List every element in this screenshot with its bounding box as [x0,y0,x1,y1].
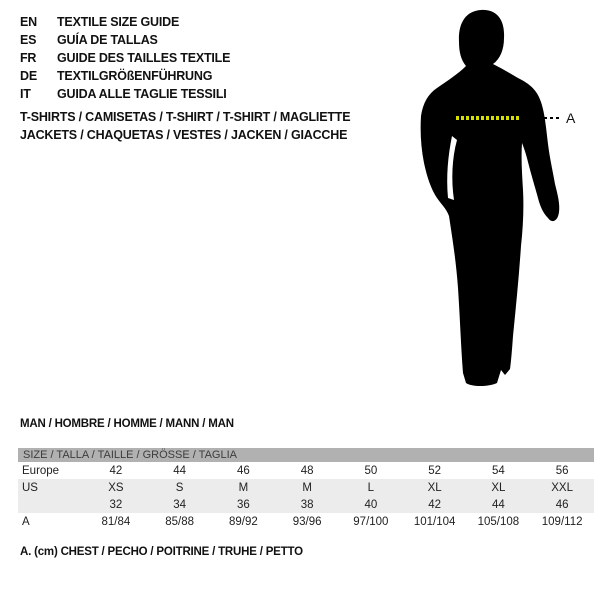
category-jackets: JACKETS / CHAQUETAS / VESTES / JACKEN / GIACCHE [20,128,348,142]
language-code: FR [20,51,37,65]
language-row-it [20,85,230,103]
size-cell: 54 [491,464,505,477]
size-cell: 34 [173,498,187,511]
measurement-footnote: A. (cm) CHEST / PECHO / POITRINE / TRUHE / PETTO [20,546,303,558]
size-cell: 56 [555,464,569,477]
language-title: GUÍA DE TALLAS [57,33,158,47]
language-title: GUIDE DES TAILLES TEXTILE [57,51,231,65]
size-table [18,448,594,531]
size-cell: XXL [551,481,573,494]
size-cell: 48 [300,464,314,477]
size-cell: 52 [428,464,442,477]
size-cell: 46 [555,498,569,511]
size-cell: 42 [428,498,442,511]
table-row-chest-cm [18,513,594,531]
language-title: GUIDA ALLE TAGLIE TESSILI [57,87,227,101]
language-code: IT [20,87,31,101]
size-cell: 44 [173,464,187,477]
language-row-fr [20,49,230,67]
language-code: DE [20,69,37,83]
language-row-es [20,31,230,49]
size-cell: 50 [364,464,378,477]
row-label: A [22,516,30,528]
size-cell: 97/100 [353,516,389,528]
size-cell: 109/112 [541,516,583,528]
language-title: TEXTILE SIZE GUIDE [57,15,180,29]
man-silhouette-body [421,10,560,386]
size-cell: 93/96 [292,516,322,528]
language-title-list [20,13,230,103]
language-row-de [20,67,230,85]
row-label: Europe [22,464,60,477]
garment-category-lines [20,108,350,144]
table-row-europe [18,462,594,479]
size-cell: 101/104 [413,516,456,528]
size-cell: XS [108,481,124,494]
table-row-uk-sizes [18,496,594,513]
size-cell: 36 [236,498,250,511]
size-cell: 32 [109,498,123,511]
size-cell: XL [427,481,442,494]
language-row-en [20,13,230,31]
measure-label-a: A [566,110,576,126]
size-cell: 85/88 [165,516,195,528]
row-label: US [22,481,38,494]
size-cell: 40 [364,498,378,511]
size-table-header: SIZE / TALLA / TAILLE / GRÖSSE / TAGLIA [18,448,594,462]
size-cell: 38 [300,498,314,511]
language-title: TEXTILGRÖßENFÜHRUNG [57,69,213,83]
size-cell: 89/92 [228,516,258,528]
size-cell: 44 [491,498,505,511]
man-silhouette [395,0,600,400]
table-row-us [18,479,594,496]
size-cell: S [175,481,184,494]
language-code: ES [20,33,37,47]
size-cell: 81/84 [101,516,131,528]
size-cell: 42 [109,464,123,477]
size-cell: L [367,481,375,494]
size-cell: 46 [236,464,250,477]
size-cell: 105/108 [477,516,520,528]
size-cell: M [238,481,249,494]
size-cell: XL [491,481,506,494]
section-title-man: MAN / HOMBRE / HOMME / MANN / MAN [20,418,234,430]
category-tshirts: T-SHIRTS / CAMISETAS / T-SHIRT / T-SHIRT / MAGLIETTE [20,110,351,124]
language-code: EN [20,15,37,29]
size-cell: M [302,481,312,494]
